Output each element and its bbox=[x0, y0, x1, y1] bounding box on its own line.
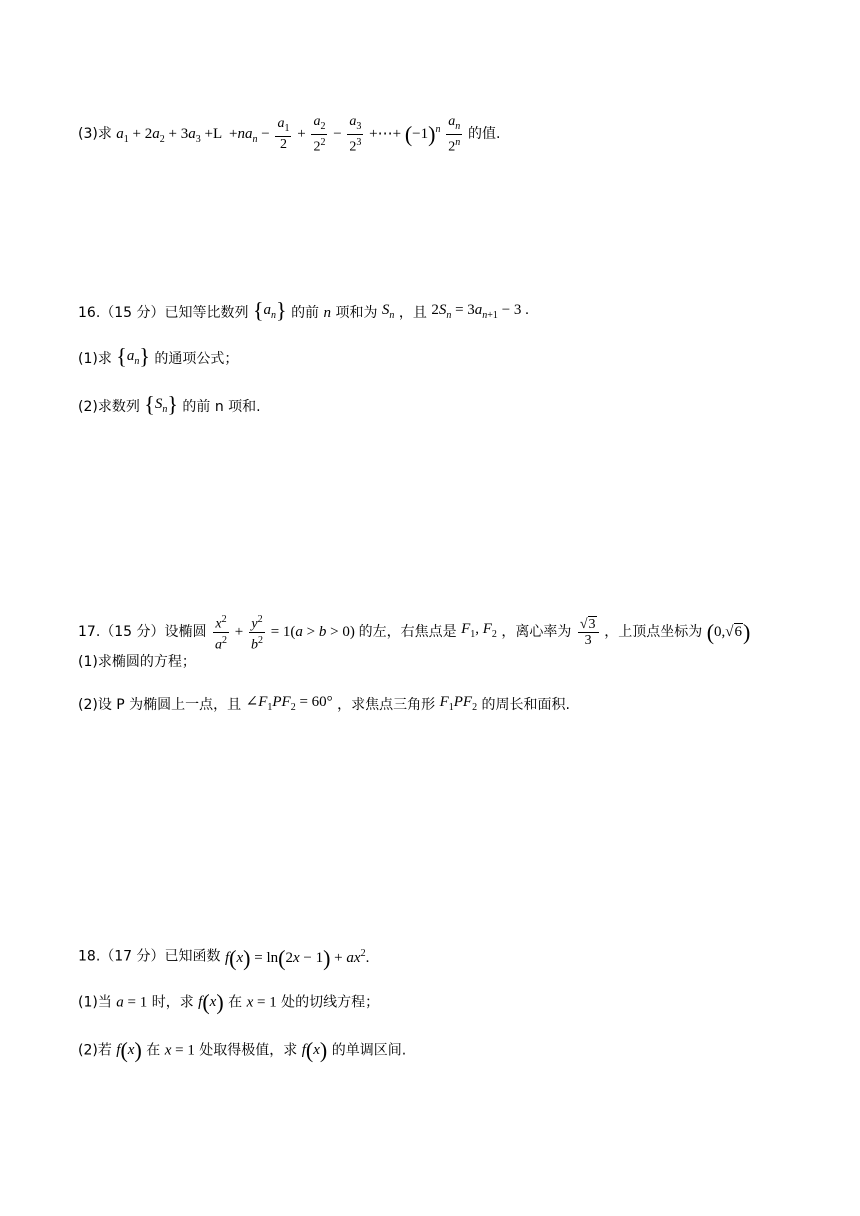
q18-part1-f: f(x) bbox=[198, 989, 224, 1015]
q16-part2-prefix: (2)求数列 bbox=[78, 399, 140, 415]
q17-ellipse-equation: $\frac{x^2}{a^2}$ + $\frac{y^2}{b^2}$ = 1(a > b > 0) bbox=[214, 614, 359, 653]
q16-mid1: 的前 bbox=[291, 305, 320, 321]
q15-part3-suffix: 的值. bbox=[467, 126, 501, 143]
q16-mid3: ，且 bbox=[398, 305, 427, 321]
q16-seq-an: $\{a_n\}$ bbox=[252, 297, 287, 323]
q17-angle: $\angle F_1PF_2 = 60^\circ$ bbox=[245, 694, 333, 713]
q18-part1-mid1: 时，求 bbox=[151, 994, 194, 1011]
q18-part2 bbox=[78, 1037, 407, 1063]
q18-part2-mid2: 处取得极值，求 bbox=[199, 1042, 298, 1059]
q18-part1-prefix: (1)当 bbox=[78, 994, 112, 1011]
q17-label: 17.（15 分）设椭圆 bbox=[78, 624, 207, 641]
q17-part2-prefix: (2)设 P 为椭圆上一点，且 bbox=[78, 697, 242, 713]
q16-n: n bbox=[323, 305, 332, 321]
q18-part2-mid1: 在 bbox=[146, 1042, 161, 1059]
q18-part1-suffix: 处的切线方程； bbox=[281, 994, 380, 1011]
q16-part2-suffix: 的前 n 项和. bbox=[182, 399, 261, 415]
q17-mid2: ，离心率为 bbox=[501, 624, 572, 641]
q17-foci: $F_1$, $F_2$ bbox=[461, 621, 497, 641]
q18-part2-prefix: (2)若 bbox=[78, 1042, 112, 1059]
q18-part1-x: x = 1 bbox=[246, 994, 277, 1011]
q16-label: 16.（15 分）已知等比数列 bbox=[78, 305, 249, 321]
q16-sn: $S_n$ bbox=[381, 302, 395, 321]
q17-part1-text: (1)求椭圆的方程； bbox=[78, 654, 196, 670]
q18-function: $f(x) = \ln(2x - 1) + ax^2$. bbox=[224, 945, 370, 971]
q18-part1-a: a = 1 bbox=[116, 994, 148, 1011]
q16-mid2: 项和为 bbox=[335, 305, 378, 321]
q17-eccentricity: $\frac{√3}{3}$ bbox=[576, 624, 604, 640]
q15-part3-formula: $a_1 + 2a_2 + 3a_3 +L +na_n$ − $\frac{a_1}{2}$ + $\frac{a_2}{2^2}$ − $\frac{a_3}{2^3}$ +⋯+ $(-1)^n$ $\frac{a_n}{2^n}$ bbox=[116, 114, 461, 155]
q16-part1-suffix: 的通项公式； bbox=[154, 351, 239, 367]
q17-part2-suffix: 的周长和面积. bbox=[481, 697, 570, 713]
q15-part3-prefix: (3)求 bbox=[78, 126, 112, 143]
q17-part2-mid: ，求焦点三角形 bbox=[337, 697, 436, 713]
q16-part1 bbox=[78, 343, 239, 372]
q18-part2-suffix: 的单调区间. bbox=[331, 1042, 407, 1059]
q18-stem bbox=[78, 944, 369, 969]
q18-label: 18.（17 分）已知函数 bbox=[78, 948, 221, 965]
q18-part1 bbox=[78, 989, 380, 1015]
q16-equation: $2S_n = 3a_{n+1} - 3$ . bbox=[431, 302, 529, 321]
q17-part1 bbox=[78, 652, 196, 672]
q18-part2-f2: f(x) bbox=[301, 1037, 328, 1063]
q17-vertex: (0,√6) bbox=[706, 619, 751, 645]
q16-part2-seq: $\{S_n\}$ bbox=[144, 391, 178, 417]
q18-part2-f1: f(x) bbox=[116, 1037, 142, 1063]
q16-stem bbox=[78, 297, 529, 326]
q17-stem bbox=[78, 612, 750, 652]
q15-part3-line bbox=[78, 114, 500, 154]
q17-part2 bbox=[78, 692, 570, 718]
q17-triangle: $F_1PF_2$ bbox=[439, 694, 478, 713]
q18-part1-mid2: 在 bbox=[228, 994, 243, 1011]
q17-mid1: 的左，右焦点是 bbox=[358, 624, 457, 641]
q16-part1-prefix: (1)求 bbox=[78, 351, 112, 367]
q17-mid3: ，上顶点坐标为 bbox=[604, 624, 703, 641]
q16-part1-seq: $\{a_n\}$ bbox=[116, 343, 150, 369]
q16-part2 bbox=[78, 391, 261, 420]
q18-part2-x: x = 1 bbox=[164, 1042, 195, 1059]
